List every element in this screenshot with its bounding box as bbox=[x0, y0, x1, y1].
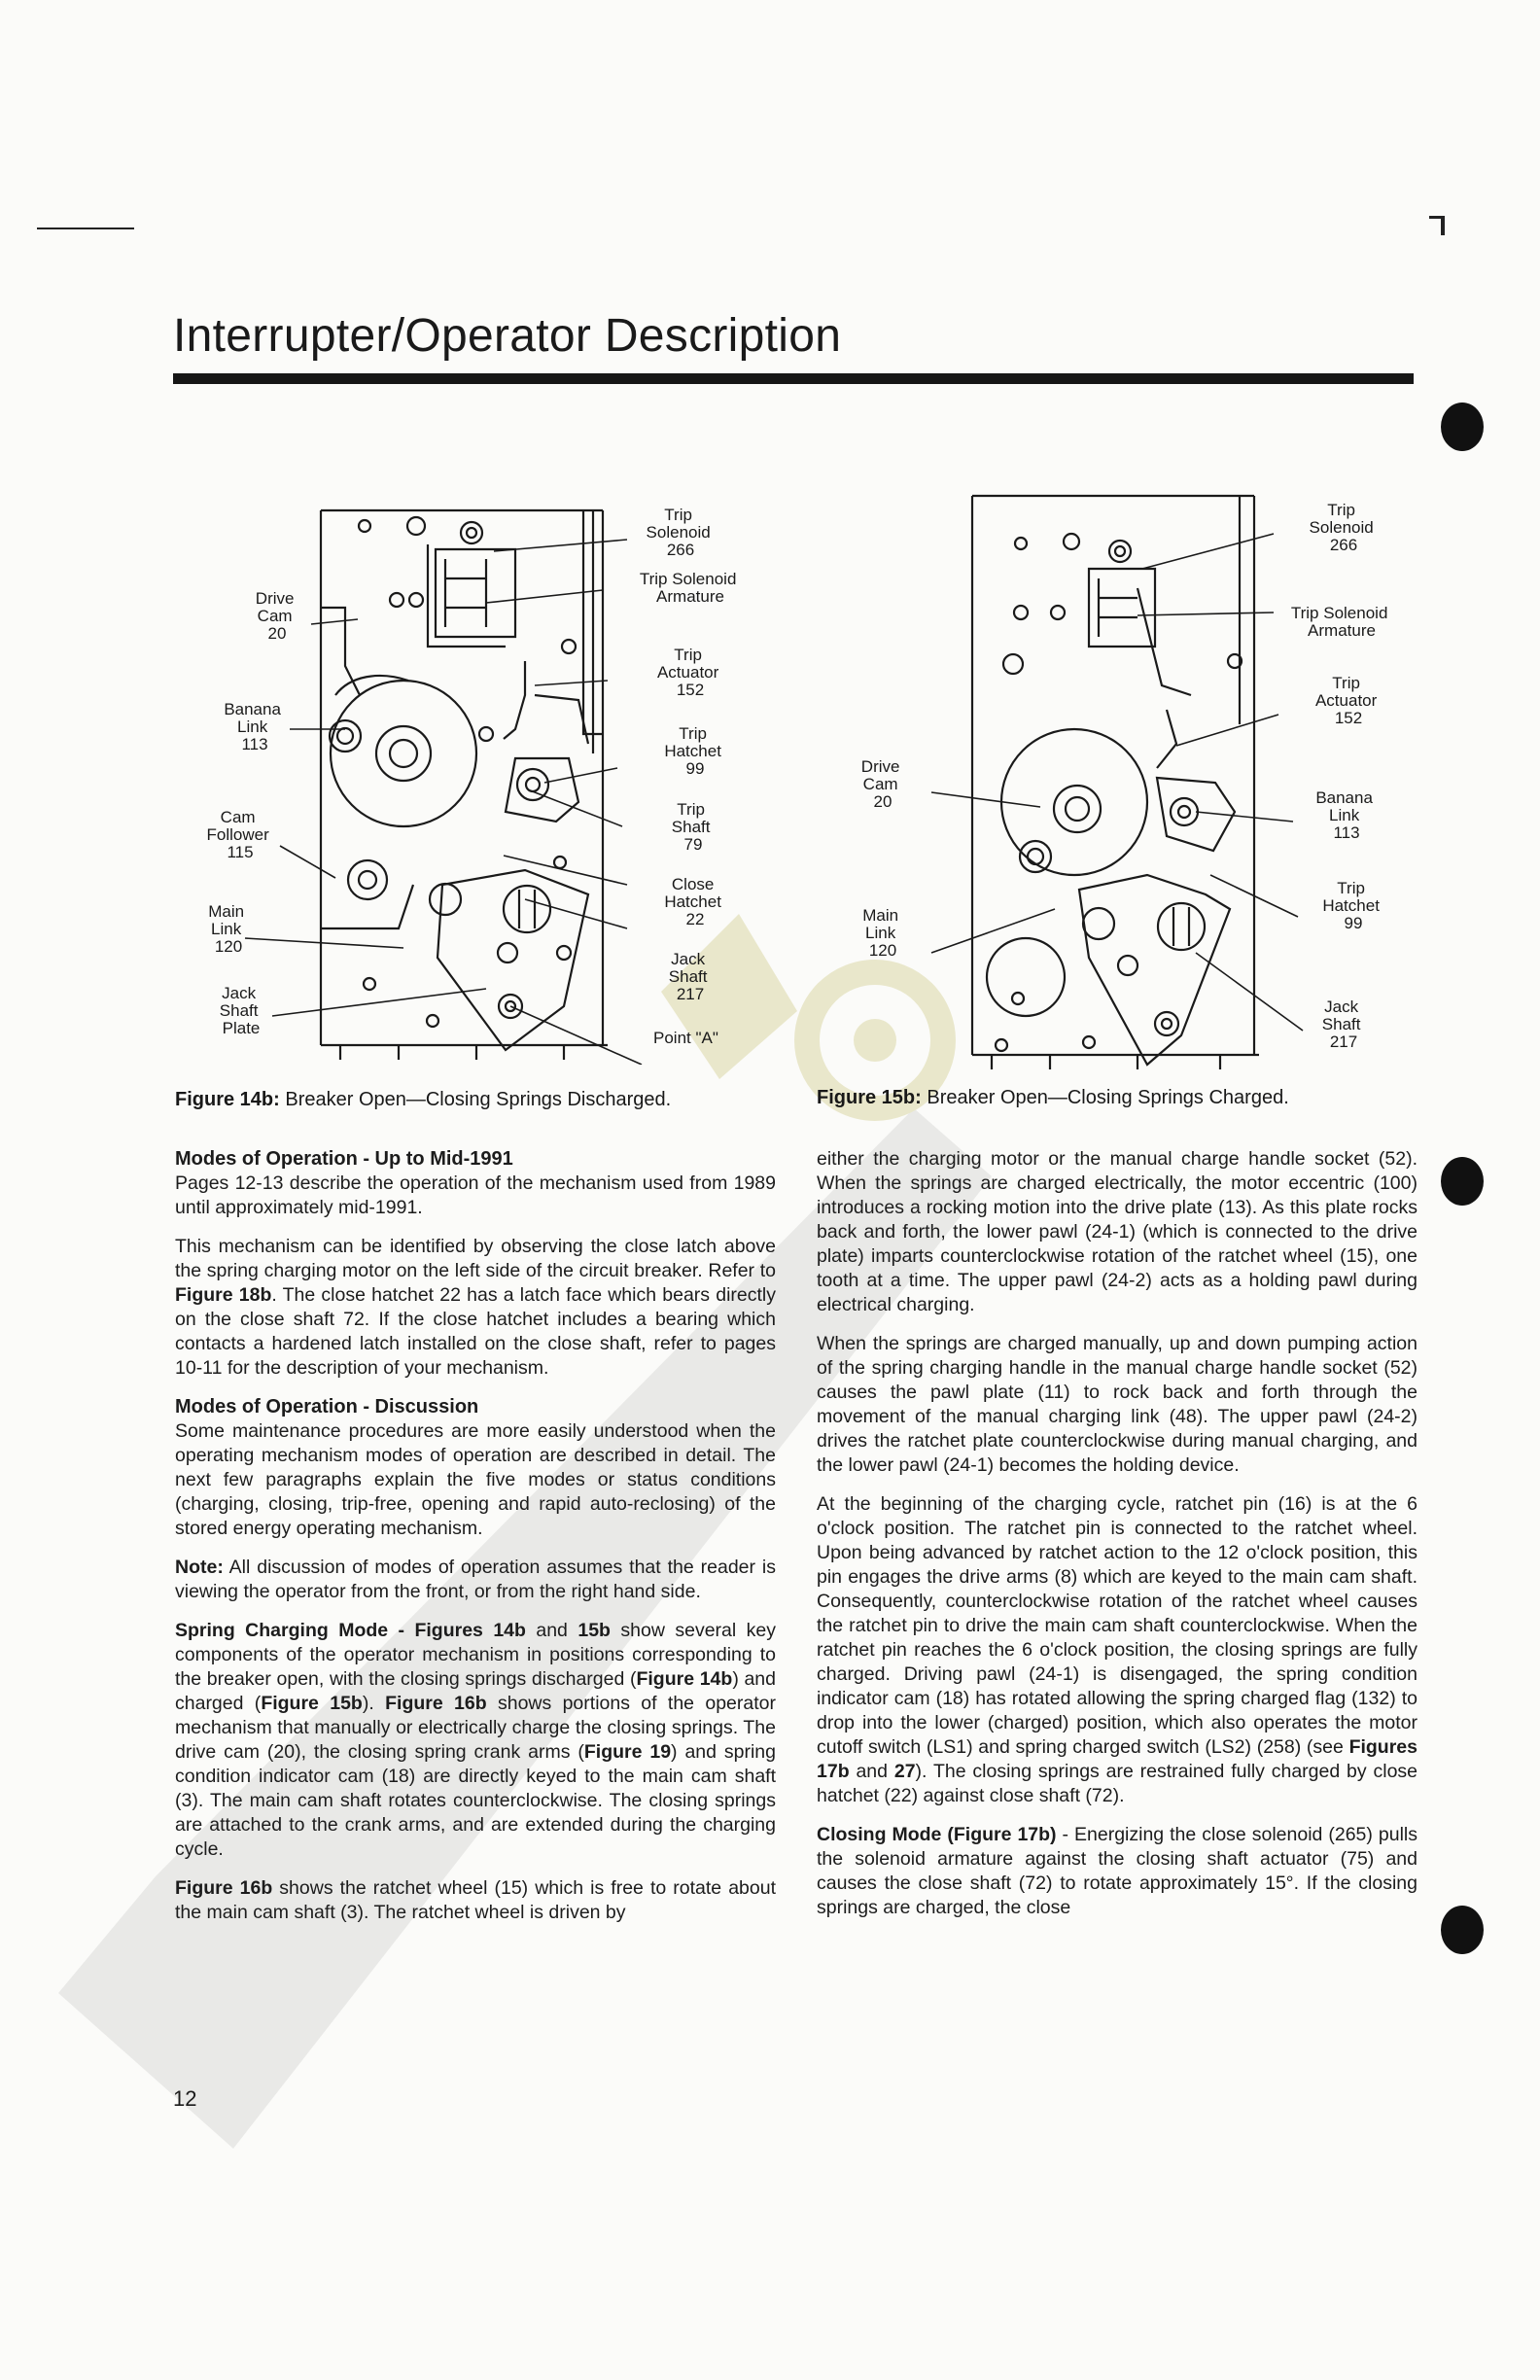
paragraph-mechanism-identification: This mechanism can be identified by observing the close latch above the spring charging motor on the left side of the circuit breaker. Refer to Figure 18b. The close hatchet 22 has a latch face which bears directly on the close shaft 72. If the close hatchet includes a bearing which contacts a hardened latch installed on the close shaft, refer to pages 10-11 for the description of your mechanism. bbox=[175, 1236, 776, 1379]
label-trip-actuator-14b: Trip Actuator 152 bbox=[656, 646, 719, 699]
figure-15b-diagram bbox=[846, 491, 1429, 1074]
binder-hole-top bbox=[1441, 402, 1484, 451]
title-rule bbox=[173, 373, 1414, 384]
binder-hole-bottom bbox=[1441, 1906, 1484, 1954]
paragraph-ratchet-wheel: Figure 16b shows the ratchet wheel (15) which is free to rotate about the main cam shaft (3). The ratchet wheel is driven by bbox=[175, 1877, 776, 1923]
paragraph-electrical-charging: either the charging motor or the manual charge handle socket (52). When the springs are charged electrically, the motor eccentric (100) introduces a rocking motion into the drive plate (13). As this plate rocks back and forth, the lower pawl (24-1) (which is connected to the drive plate) imparts counterclockwise rotation of the ratchet wheel (15), one tooth at a time. The upper pawl (24-2) acts as a holding pawl during electrical charging. bbox=[817, 1148, 1418, 1315]
label-jack-shaft-15b: Jack Shaft 217 bbox=[1321, 998, 1361, 1051]
paragraph-pages-12-13: Pages 12-13 describe the operation of the mechanism used from 1989 until approximately mid-1991. bbox=[175, 1172, 776, 1218]
left-text-column bbox=[175, 1147, 776, 1940]
paragraph-manual-charging: When the springs are charged manually, up and down pumping action of the spring charging handle in the manual charge handle socket (52) causes the pawl plate (11) to rock back and forth through the movement of the manual charging link (48). The upper pawl (24-2) drives the ratchet plate counterclockwise during manual charging, and the lower pawl (24-1) becomes the holding device. bbox=[817, 1333, 1418, 1476]
paragraph-note: Note: All discussion of modes of operation assumes that the reader is viewing the operator from the front, or from the right hand side. bbox=[175, 1557, 776, 1602]
leader-trip-solenoid bbox=[494, 540, 627, 551]
frame-outline bbox=[321, 510, 603, 1045]
drive-cam-shape bbox=[331, 681, 476, 826]
frame-outline bbox=[972, 496, 1254, 1055]
label-jack-shaft-14b: Jack Shaft 217 bbox=[668, 950, 708, 1003]
paragraph-maintenance-procedures: Some maintenance procedures are more easily understood when the operating mechanism modes of operation are described in detail. The next few paragraphs explain the five modes or status conditions (charging, closing, trip-free, opening and rapid auto-reclosing) of the stored energy operating mechanism. bbox=[175, 1420, 776, 1539]
label-trip-hatchet-14b: Trip Hatchet 99 bbox=[664, 724, 721, 778]
label-trip-hatchet-15b: Trip Hatchet 99 bbox=[1322, 879, 1380, 932]
label-drive-cam-15b: Drive Cam 20 bbox=[860, 757, 900, 811]
figure-15b-caption bbox=[817, 1087, 1289, 1109]
trip-solenoid-body bbox=[436, 549, 515, 637]
label-trip-shaft-14b: Trip Shaft 79 bbox=[671, 800, 711, 854]
figure-15b-caption-text: Breaker Open—Closing Springs Charged. bbox=[921, 1087, 1289, 1108]
binder-hole-middle bbox=[1441, 1157, 1484, 1206]
figure-14b-caption bbox=[175, 1089, 671, 1111]
label-main-link-14b: Main Link 120 bbox=[208, 902, 245, 956]
page-number: 12 bbox=[173, 2086, 197, 2111]
label-main-link-15b: Main Link 120 bbox=[862, 906, 899, 960]
jack-shaft-plate-shape bbox=[1079, 875, 1230, 1065]
label-drive-cam-14b: Drive Cam 20 bbox=[255, 589, 295, 643]
figure-15b-caption-label: Figure 15b: bbox=[817, 1087, 922, 1108]
crop-mark-left bbox=[37, 228, 134, 229]
heading-modes-discussion: Modes of Operation - Discussion bbox=[175, 1396, 479, 1418]
page-title: Interrupter/Operator Description bbox=[173, 310, 842, 362]
figure-14b-caption-label: Figure 14b: bbox=[175, 1089, 280, 1110]
label-jack-shaft-plate-14b: Jack Shaft Plate bbox=[219, 984, 261, 1037]
frame-base bbox=[321, 1045, 608, 1060]
paragraph-spring-charging-mode: Spring Charging Mode - Figures 14b and 15b show several key components of the operator mechanism in positions corresponding to the breaker open, with the closing springs discharged (Figure 14b) and charged (Figure 15b). Figure 16b shows portions of the operator mechanism that manually or electrically charge the closing springs. The drive cam (20), the closing spring crank arms (Figure 19) and spring condition indicator cam (18) are directly keyed to the main cam shaft (3). The main cam shaft rotates counterclockwise. The closing springs are attached to the crank arms, and are extended during the charging cycle. bbox=[175, 1620, 776, 1860]
label-trip-solenoid-armature-14b: Trip Solenoid Armature bbox=[639, 570, 737, 606]
label-close-hatchet-14b: Close Hatchet 22 bbox=[664, 875, 721, 928]
label-banana-link-15b: Banana Link 113 bbox=[1315, 788, 1373, 842]
label-banana-link-14b: Banana Link 113 bbox=[224, 700, 281, 753]
right-text-column bbox=[817, 1147, 1418, 1935]
figure-14b-caption-text: Breaker Open—Closing Springs Discharged. bbox=[279, 1089, 672, 1110]
label-cam-follower-14b: Cam Follower 115 bbox=[206, 808, 269, 861]
heading-modes-up-to-1991: Modes of Operation - Up to Mid-1991 bbox=[175, 1148, 513, 1170]
label-trip-solenoid-14b: Trip Solenoid 266 bbox=[646, 506, 711, 559]
frame-base bbox=[972, 1055, 1259, 1069]
label-trip-solenoid-armature-15b: Trip Solenoid Armature bbox=[1290, 604, 1388, 640]
figure-14b-diagram bbox=[194, 501, 778, 1065]
drive-cam-shape bbox=[1001, 729, 1147, 875]
paragraph-charging-cycle: At the beginning of the charging cycle, ratchet pin (16) is at the 6 o'clock position. The ratchet pin is connected to the ratchet wheel. Upon being advanced by ratchet action to the 12 o'clock position, this pin engages the drive arms (8) which are keyed to the main cam shaft. Consequently, counterclockwise rotation of the ratchet wheel causes the ratchet pin to drive the main cam shaft counterclockwise. When the ratchet pin reaches the 6 o'clock position, the closing springs are fully charged. Driving pawl (24-1) is disengaged, the spring condition indicator cam (18) has rotated allowing the spring charged flag (132) to drop into the lower (charged) position, which also operates the motor cutoff switch (LS1) and spring charged switch (LS2) (258) (see Figures 17b and 27). The closing springs are restrained fully charged by close hatchet (22) against close shaft (72). bbox=[817, 1493, 1418, 1806]
label-trip-actuator-15b: Trip Actuator 152 bbox=[1314, 674, 1378, 727]
label-point-a-14b: Point "A" bbox=[653, 1029, 718, 1047]
crop-mark-right-vertical bbox=[1441, 216, 1445, 235]
label-trip-solenoid-15b: Trip Solenoid 266 bbox=[1309, 501, 1374, 554]
paragraph-closing-mode: Closing Mode (Figure 17b) - Energizing the close solenoid (265) pulls the solenoid armature against the closing shaft actuator (75) and causes the close shaft (72) to rotate approximately 15°. If the closing springs are charged, the close bbox=[817, 1824, 1418, 1918]
